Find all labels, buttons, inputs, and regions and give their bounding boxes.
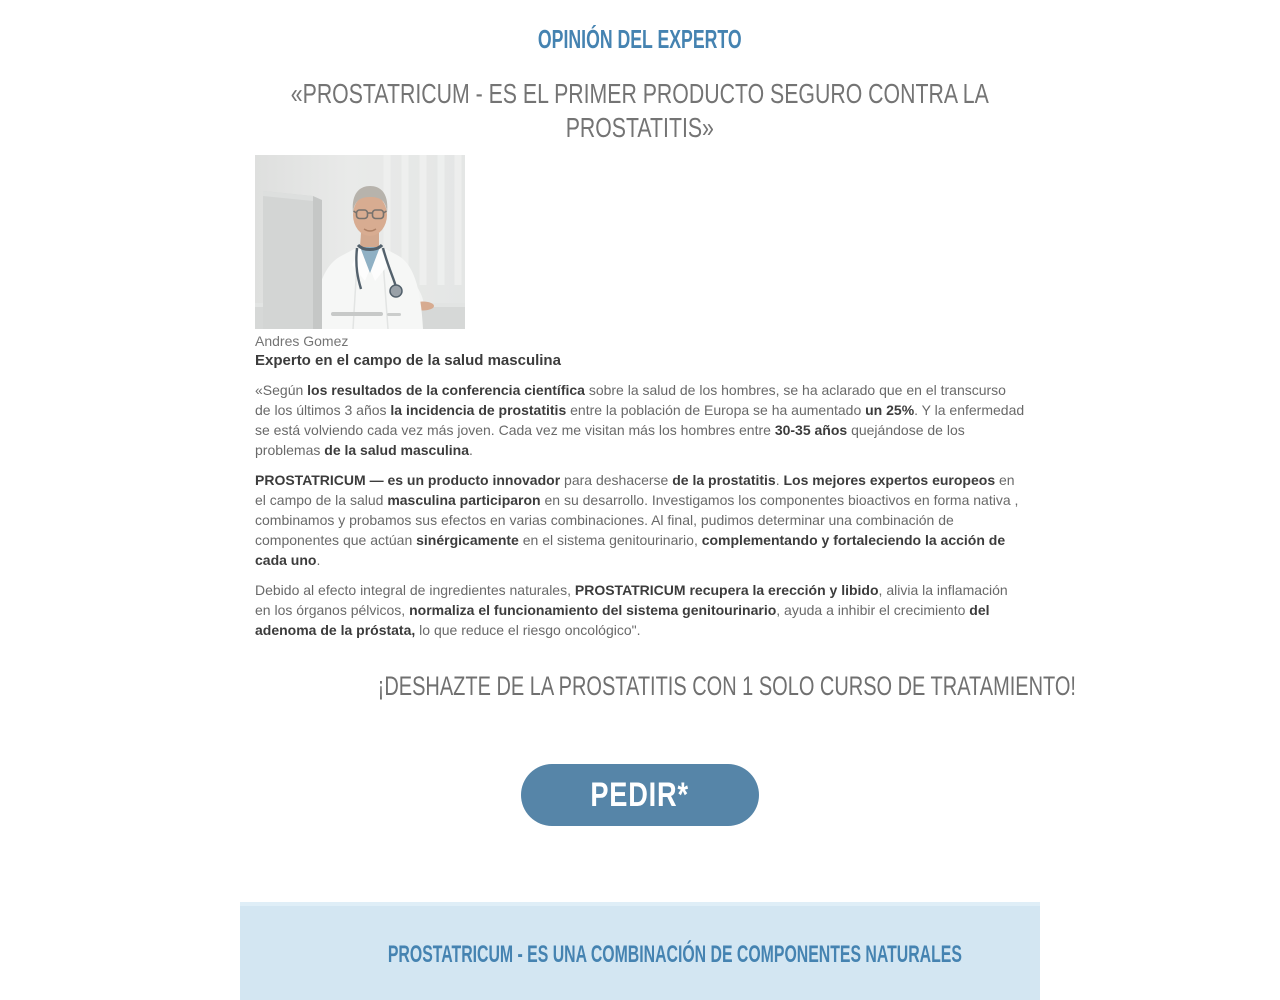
section-label-text: OPINIÓN DEL EXPERTO: [538, 24, 742, 54]
expert-paragraph-1: «Según los resultados de la conferencia científica sobre la salud de los hombres, se ha aclarado que en el transcurso de los últimos 3 años la incidencia de prostatitis entre la población de Europa se ha aumentado un 25%. Y la enfermedad se está volviendo cada vez más joven. Cada vez me visitan más los hombres entre 30-35 años quejándose de los problemas de la salud masculina.: [255, 382, 1025, 458]
cta-section: [240, 670, 1076, 826]
quote-headline-text: «PROSTATRICUM - ES EL PRIMER PRODUCTO SEGURO CONTRA LA PROSTATITIS»: [290, 78, 989, 143]
expert-paragraph-3: Debido al efecto integral de ingredientes naturales, PROSTATRICUM recupera la erección y libido, alivia la inflamación en los órganos pélvicos, normaliza el funcionamiento del sistema genitourinario, ayuda a inhibir el crecimiento del adenoma de la próstata, lo que reduce el riesgo oncológico".: [255, 582, 1008, 638]
order-button-label: PEDIR*: [590, 776, 690, 814]
natural-components-section: [240, 902, 1040, 1000]
cta-headline-text: ¡DESHAZTE DE LA PROSTATITIS CON 1 SOLO CURSO DE TRATAMIENTO!: [377, 671, 1076, 701]
order-button[interactable]: [521, 764, 759, 826]
components-heading: [240, 940, 1040, 969]
components-heading-text: PROSTATRICUM - ES UNA COMBINACIÓN DE COMPONENTES NATURALES: [387, 941, 962, 968]
monitor: [263, 191, 313, 329]
expert-opinion-section: [240, 24, 1040, 640]
quote-headline: [255, 77, 1025, 145]
keyboard: [331, 312, 383, 316]
cta-headline: [255, 670, 1076, 702]
doctor-at-desk-photo: [255, 155, 465, 329]
expert-name: Andres Gomez: [255, 333, 349, 349]
section-label: [255, 24, 1025, 55]
expert-paragraph-2: PROSTATRICUM — es un producto innovador para deshacerse de la prostatitis. Los mejores expertos europeos en el campo de la salud masculina participaron en su desarrollo. Investigamos los componentes bioactivos en forma nativa , combinamos y probamos sus efectos en varias combinaciones. Al final, pudimos determinar una combinación de componentes que actúan sinérgicamente en el sistema genitourinario, complementando y fortaleciendo la acción de cada uno.: [255, 472, 1019, 568]
expert-title: Experto en el campo de la salud masculina: [255, 352, 561, 369]
doctor-photo-illustration: [255, 155, 465, 329]
